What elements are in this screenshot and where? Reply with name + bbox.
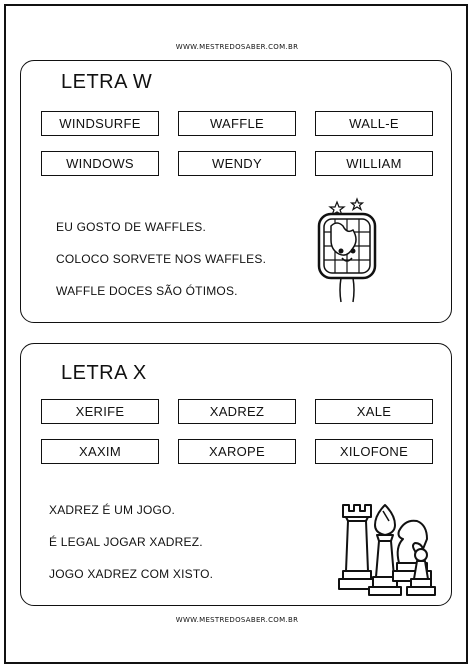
section-letter-w xyxy=(20,60,452,323)
site-url-bottom: WWW.MESTREDOSABER.COM.BR xyxy=(175,616,299,624)
word-box: WINDOWS xyxy=(41,151,159,176)
sentence: WAFFLE DOCES SÃO ÓTIMOS. xyxy=(56,284,238,298)
word-box: XERIFE xyxy=(41,399,159,424)
waffle-character-icon xyxy=(307,196,387,311)
sentence-list xyxy=(49,502,213,598)
word-grid xyxy=(41,399,434,464)
word-box: XADREZ xyxy=(178,399,296,424)
word-box: WILLIAM xyxy=(315,151,433,176)
sentence-list xyxy=(56,219,266,315)
sentence: EU GOSTO DE WAFFLES. xyxy=(56,220,207,234)
site-url-top: WWW.MESTREDOSABER.COM.BR xyxy=(175,43,299,51)
sentence: É LEGAL JOGAR XADREZ. xyxy=(49,535,203,549)
word-grid xyxy=(41,111,434,176)
word-box: XILOFONE xyxy=(315,439,433,464)
word-box: WENDY xyxy=(178,151,296,176)
section-letter-x xyxy=(20,343,452,606)
word-box: WINDSURFE xyxy=(41,111,159,136)
word-box: XAXIM xyxy=(41,439,159,464)
word-box: XALE xyxy=(315,399,433,424)
sentence: XADREZ É UM JOGO. xyxy=(49,503,176,517)
sentence: COLOCO SORVETE NOS WAFFLES. xyxy=(56,252,267,266)
sentence: JOGO XADREZ COM XISTO. xyxy=(49,567,214,581)
word-box: WAFFLE xyxy=(178,111,296,136)
word-box: WALL-E xyxy=(315,111,433,136)
section-title: LETRA W xyxy=(61,71,153,93)
section-title: LETRA X xyxy=(61,362,147,384)
word-box: XAROPE xyxy=(178,439,296,464)
chess-pieces-icon xyxy=(333,501,439,599)
